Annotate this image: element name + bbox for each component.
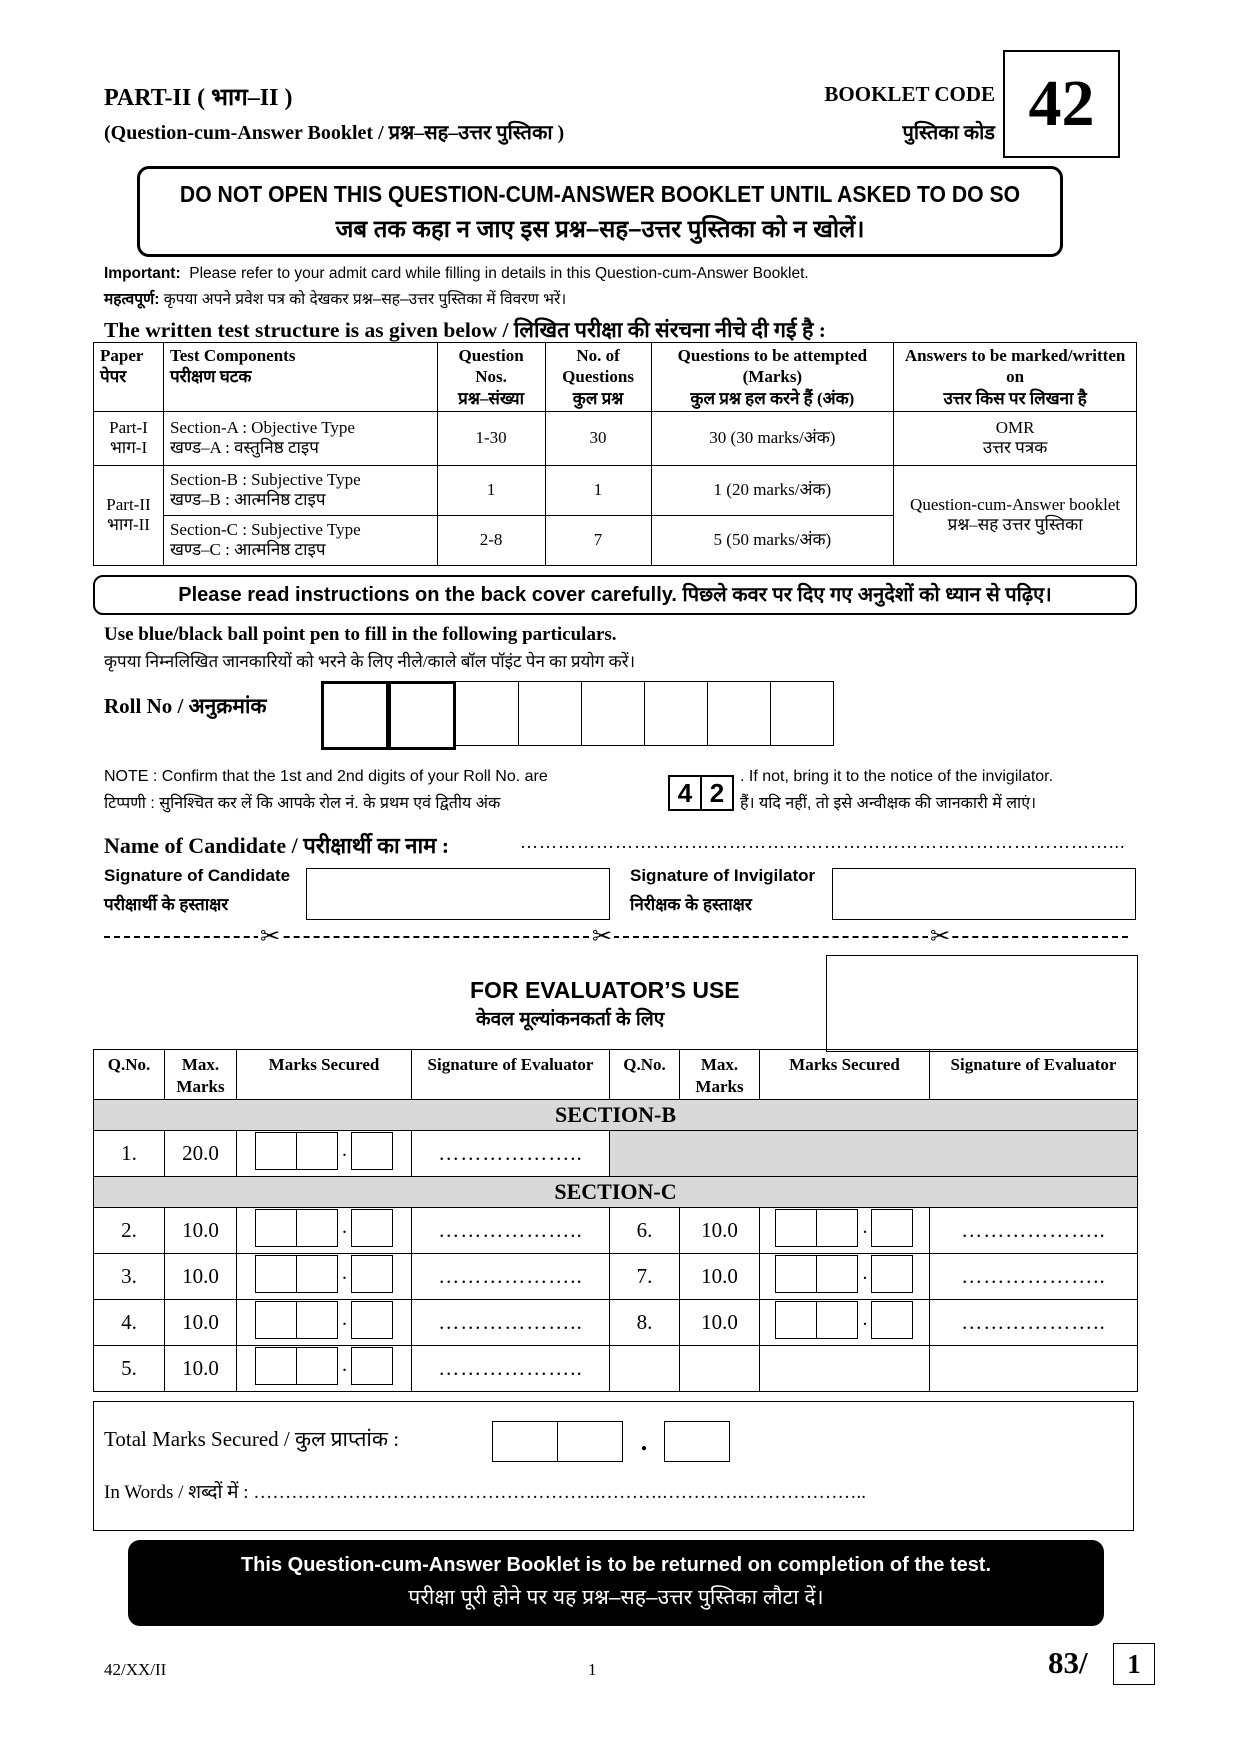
evaluator-signature[interactable]: ……………….. [930,1254,1138,1300]
col-header-marks: Marks Secured [760,1050,930,1100]
warning-line-hi: जब तक कहा न जाए इस प्रश्न–सह–उत्तर पुस्तिका को न खोलें। [335,216,865,243]
roll-prefix-digits [670,775,734,811]
col-header-marks: Marks Secured [237,1050,412,1100]
col-header-qno: Q.No. [610,1050,680,1100]
table-row: 4. 10.0 . ……………….. 8. 10.0 . ……………….. [94,1300,1138,1346]
warning-line-en: DO NOT OPEN THIS QUESTION-CUM-ANSWER BOOKLET UNTIL ASKED TO DO SO [179,181,1021,207]
section-b-heading: SECTION-B [94,1100,1138,1131]
table-row: Section-C : Subjective Type खण्ड–C : आत्मनिष्ठ टाइप 2-8 7 5 (50 marks/अंक) [94,515,1137,565]
candidate-signature-label-hi: परीक्षार्थी के हस्ताक्षर [104,895,229,914]
roll-no-label: Roll No / अनुक्रमांक [104,694,267,718]
table-row: Part-II भाग-II Section-B : Subjective Type खण्ड–B : आत्मनिष्ठ टाइप 1 1 1 (20 marks/अंक) Question-cum-Answer booklet प्रश्न–सह उत्तर पुस्तिका [94,465,1137,515]
table-row: 3. 10.0 . ……………….. 7. 10.0 . ……………….. [94,1254,1138,1300]
booklet-code-label-hi: पुस्तिका कोड [902,122,995,144]
col-header-sign: Signature of Evaluator [412,1050,610,1100]
roll-digit-box[interactable] [321,681,389,750]
total-marks-label: Total Marks Secured / कुल प्राप्तांक : [104,1427,400,1451]
return-line-hi: परीक्षा पूरी होने पर यह प्रश्न–सह–उत्तर पुस्तिका लौटा दें। [408,1586,824,1609]
marks-input[interactable]: . [237,1254,412,1300]
evaluator-signature[interactable]: ……………….. [412,1346,610,1392]
note-hi-tail: हैं। यदि नहीं, तो इसे अन्वीक्षक की जानकारी में लाएं। [740,795,1037,812]
footer-code: 42/XX/II [104,1660,167,1679]
evaluator-stamp-box [826,955,1138,1052]
roll-digit-box[interactable] [581,681,645,746]
pen-instruction-en: Use blue/black ball point pen to fill in the following particulars. [104,624,617,645]
candidate-signature-box[interactable] [306,868,610,920]
roll-digit-box[interactable] [388,681,456,750]
note-en: NOTE : Confirm that the 1st and 2nd digits of your Roll No. are [104,768,548,785]
marks-input[interactable]: . [760,1254,930,1300]
marks-input[interactable]: . [237,1208,412,1254]
important-text: Please refer to your admit card while filling in details in this Question-cum-Answer Booklet. [189,265,809,282]
col-header-max: Max. Marks [680,1050,760,1100]
marks-input[interactable]: . [237,1300,412,1346]
candidate-name-label: Name of Candidate / परीक्षार्थी का नाम : [104,833,450,858]
marks-input[interactable]: . [237,1131,412,1177]
do-not-open-warning [137,166,1063,257]
prefix-digit: 4 [668,775,702,811]
marks-input[interactable]: . [237,1346,412,1392]
col-header-paper: Paper पेपर [94,343,164,412]
part-title: PART-II ( भाग–II ) [104,85,293,111]
max-marks: 20.0 [165,1131,237,1177]
evaluator-signature[interactable]: ……………….. [412,1254,610,1300]
roll-digit-box[interactable] [518,681,582,746]
evaluator-signature[interactable]: ……………….. [412,1131,610,1177]
pen-instruction-hi: कृपया निम्नलिखित जानकारियों को भरने के लिए नीले/काले बॉल पॉइंट पेन का प्रयोग करें। [104,652,636,671]
roll-no-boxes [322,681,834,750]
return-booklet-banner [128,1540,1104,1626]
col-header-qnos: Question Nos. प्रश्न–संख्या [437,343,545,412]
booklet-code-value: 42 [1003,50,1120,158]
invigilator-signature-box[interactable] [832,868,1136,920]
evaluator-marks-table [93,1049,1138,1392]
scissors-icon: ✂ [930,924,951,950]
roll-digit-box[interactable] [707,681,771,746]
footer-box: 1 [1113,1643,1155,1685]
table-row: 2. 10.0 . ……………….. 6. 10.0 . ……………….. [94,1208,1138,1254]
col-header-attempt: Questions to be attempted (Marks) कुल प्रश्न हल करने हैं (अंक) [651,343,894,412]
footer-series: 83/ [1048,1645,1088,1680]
total-in-words[interactable]: In Words / शब्दों में : ……………………………………………….……….………….……………….. [104,1482,867,1503]
col-header-components: Test Components परीक्षण घटक [163,343,437,412]
col-header-max: Max. Marks [165,1050,237,1100]
roll-digit-box[interactable] [770,681,834,746]
return-line-en: This Question-cum-Answer Booklet is to be returned on completion of the test. [240,1554,992,1576]
evaluator-title-hi: केवल मूल्यांकनकर्ता के लिए [476,1009,665,1030]
evaluator-signature[interactable]: ……………….. [930,1300,1138,1346]
prefix-digit: 2 [700,775,734,811]
marks-input[interactable]: . [760,1300,930,1346]
test-structure-table [93,342,1137,566]
read-instructions-note: Please read instructions on the back cover carefully. पिछले कवर पर दिए गए अनुदेशों को ध्यान से पढ़िए। [93,575,1137,615]
table-row: Part-I भाग-I Section-A : Objective Type खण्ड–A : वस्तुनिष्ठ टाइप 1-30 30 30 (30 marks/अंक) OMR उत्तर पत्रक [94,411,1137,465]
scissors-icon: ✂ [592,924,613,950]
evaluator-title: FOR EVALUATOR’S USE [470,977,740,1003]
scissors-icon: ✂ [260,924,281,950]
section-c-heading: SECTION-C [94,1177,1138,1208]
important-note-hi [104,287,566,309]
evaluator-signature[interactable]: ……………….. [412,1300,610,1346]
evaluator-signature[interactable]: ……………….. [412,1208,610,1254]
booklet-code-label: BOOKLET CODE [824,82,995,106]
candidate-name-field[interactable]: …………………………………………………………………………………... [520,832,1126,852]
booklet-type: (Question-cum-Answer Booklet / प्रश्न–सह–उत्तर पुस्तिका ) [104,122,565,144]
col-header-qno: Q.No. [94,1050,165,1100]
note-hi: टिप्पणी : सुनिश्चित कर लें कि आपके रोल नं. के प्रथम एवं द्वितीय अंक [104,795,501,812]
qno: 1. [94,1131,165,1177]
important-label: Important: [104,265,181,282]
table-row: 5. 10.0 . ……………….. [94,1346,1138,1392]
col-header-answer: Answers to be marked/written on उत्तर किस पर लिखना है [894,343,1137,412]
col-header-sign: Signature of Evaluator [930,1050,1138,1100]
invigilator-signature-label: Signature of Invigilator [630,866,816,885]
col-header-count: No. of Questions कुल प्रश्न [545,343,651,412]
roll-digit-box[interactable] [644,681,708,746]
important-label-hi: महत्वपूर्ण: [104,291,160,308]
page-number: 1 [588,1660,597,1679]
candidate-signature-label: Signature of Candidate [104,866,291,885]
table-row [94,1131,1138,1177]
evaluator-signature[interactable]: ……………….. [930,1208,1138,1254]
invigilator-signature-label-hi: निरीक्षक के हस्ताक्षर [630,895,752,914]
note-en-tail: . If not, bring it to the notice of the invigilator. [740,768,1054,785]
roll-digit-box[interactable] [455,681,519,746]
total-marks-input[interactable]: . [493,1421,730,1462]
structure-title: The written test structure is as given below / लिखित परीक्षा की संरचना नीचे दी गई है : [104,318,826,342]
marks-input[interactable]: . [760,1208,930,1254]
important-text-hi: कृपया अपने प्रवेश पत्र को देखकर प्रश्न–सह–उत्तर पुस्तिका में विवरण भरें। [163,291,567,308]
important-note-en [104,265,809,283]
